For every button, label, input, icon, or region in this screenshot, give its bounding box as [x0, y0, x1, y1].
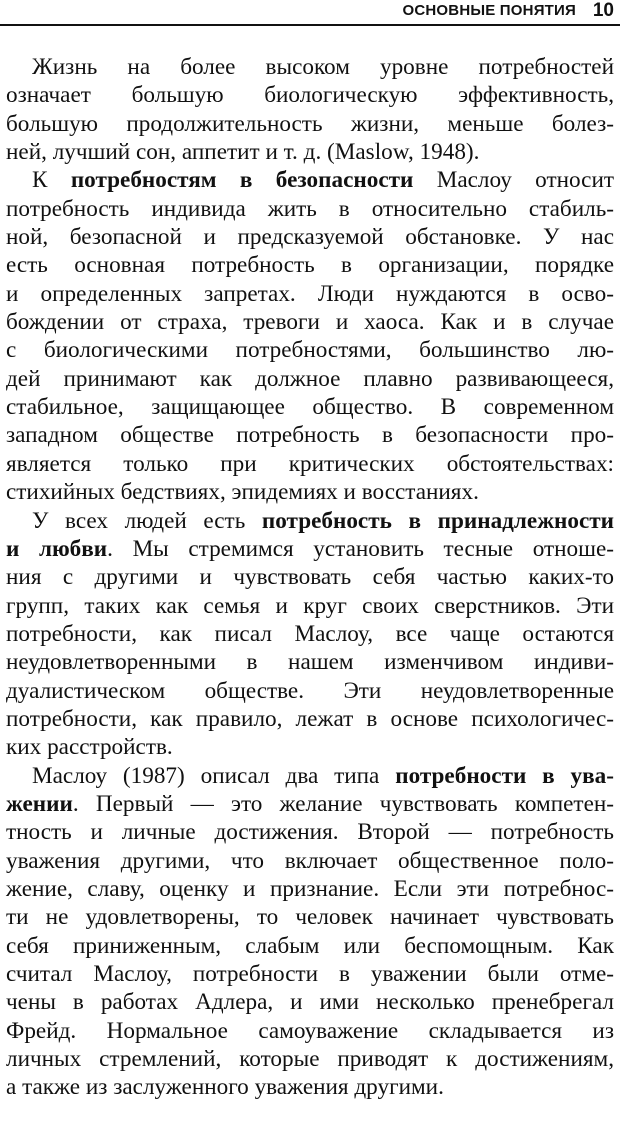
- text-line: [6, 195, 614, 223]
- text-line: [6, 705, 614, 733]
- text-run: есть основная потребность в организации, порядке: [6, 252, 614, 279]
- text-run: Маслоу относит: [413, 167, 614, 194]
- text-line: [6, 450, 614, 478]
- text-run: тность и личные достижения. Второй — потребность: [6, 819, 614, 846]
- text-run: бождении от страха, тревоги и хаоса. Как и в случае: [6, 309, 614, 336]
- text-line: [6, 620, 614, 648]
- text-run: Фрейд. Нормальное самоуважение складывается из: [6, 1017, 614, 1044]
- text-line: [6, 251, 614, 279]
- text-line: [6, 818, 614, 846]
- bold-term: потребности в ува-: [395, 762, 614, 789]
- text-run: ти не удовлетворены, то человек начинает чувствовать: [6, 904, 614, 931]
- paragraph: [6, 507, 614, 762]
- text-line: [6, 110, 614, 138]
- text-run: с биологическими потребностями, большинство лю-: [6, 337, 614, 364]
- text-run: означает большую биологическую эффективность,: [6, 82, 614, 109]
- text-run: групп, таких как семья и круг своих сверстников. Эти: [6, 592, 614, 619]
- text-line: [6, 847, 614, 875]
- text-line: [6, 336, 614, 364]
- text-line: [6, 223, 614, 251]
- text-run: западном обществе потребность в безопасности про-: [6, 422, 614, 449]
- text-run: уважения другими, что включает общественное поло-: [6, 847, 614, 874]
- text-run: дуалистическом обществе. Эти неудовлетворенные: [6, 677, 614, 704]
- text-line: [6, 733, 614, 761]
- text-line: [6, 875, 614, 903]
- text-line: [6, 563, 614, 591]
- text-line: [6, 53, 614, 81]
- text-run: ких расстройств.: [6, 734, 173, 761]
- text-run: дей принимают как должное плавно развивающееся,: [6, 365, 614, 392]
- text-line: [6, 280, 614, 308]
- text-run: и определенных запретах. Люди нуждаются в осво-: [6, 280, 614, 307]
- text-line: [6, 535, 614, 563]
- text-run: является только при критических обстоятельствах:: [6, 450, 614, 477]
- text-run: потребности, как правило, лежат в основе психологичес-: [6, 705, 614, 732]
- text-line: [6, 308, 614, 336]
- text-line: [6, 1073, 614, 1101]
- body-text: [6, 53, 614, 1102]
- text-run: личных стремлений, которые приводят к достижениям,: [6, 1046, 614, 1073]
- text-line: [6, 648, 614, 676]
- bold-term: и любви: [6, 535, 108, 562]
- text-line: [6, 421, 614, 449]
- text-line: [6, 1017, 614, 1045]
- text-run: потребности, как писал Маслоу, все чаще остаются: [6, 620, 614, 647]
- text-line: [6, 166, 614, 194]
- header-rule: [0, 24, 620, 26]
- text-run: неудовлетворенными в нашем изменчивом индиви-: [6, 649, 614, 676]
- text-run: . Мы стремимся установить тесные отноше-: [107, 535, 614, 562]
- text-line: [6, 790, 614, 818]
- paragraph: [6, 166, 614, 506]
- text-line: [6, 903, 614, 931]
- text-line: [6, 592, 614, 620]
- running-head: [0, 0, 620, 32]
- text-line: [6, 507, 614, 535]
- bold-term: жении: [6, 790, 73, 817]
- text-line: [6, 81, 614, 109]
- text-run: а также из заслуженного уважения другими.: [6, 1074, 444, 1101]
- text-line: [6, 960, 614, 988]
- text-run: . Первый — это желание чувствовать компетен-: [72, 790, 614, 817]
- text-run: Жизнь на более высоком уровне потребностей: [32, 54, 614, 80]
- text-run: стихийных бедствиях, эпидемиях и восстаниях.: [6, 479, 479, 506]
- text-run: жение, славу, оценку и признание. Если эти потребнос-: [6, 875, 614, 902]
- text-run: потребность индивида жить в относительно стабиль-: [6, 195, 614, 222]
- bold-term: потребность в принадлежности: [261, 507, 615, 534]
- text-line: [6, 932, 614, 960]
- page-number: 10: [592, 0, 614, 21]
- text-line: [6, 988, 614, 1016]
- text-run: ной, безопасной и предсказуемой обстановке. У нас: [6, 224, 614, 251]
- text-line: [6, 1045, 614, 1073]
- text-run: себя приниженным, слабым или беспомощным. Как: [6, 932, 614, 959]
- text-run: большую продолжительность жизни, меньше болез-: [6, 110, 614, 137]
- running-head-title: ОСНОВНЫЕ ПОНЯТИЯ: [402, 2, 576, 19]
- text-run: ней, лучший сон, аппетит и т. д. (Maslow, 1948).: [6, 139, 480, 166]
- paragraph: [6, 53, 614, 166]
- text-run: ния с другими и чувствовать себя частью каких-то: [6, 564, 614, 591]
- text-run: стабильное, защищающее общество. В современном: [6, 394, 614, 421]
- text-line: [6, 393, 614, 421]
- text-line: [6, 762, 614, 790]
- paragraph: [6, 762, 614, 1102]
- text-run: Маслоу (1987) описал два типа: [32, 762, 396, 789]
- text-line: [6, 365, 614, 393]
- text-line: [6, 138, 614, 166]
- text-run: считал Маслоу, потребности в уважении были отме-: [6, 961, 614, 987]
- text-line: [6, 677, 614, 705]
- bold-term: потребностям в безопасности: [70, 167, 414, 194]
- text-run: У всех людей есть: [32, 507, 262, 534]
- text-run: К: [32, 167, 71, 194]
- text-line: [6, 478, 614, 506]
- text-run: чены в работах Адлера, и ими несколько пренебрегал: [6, 989, 614, 1016]
